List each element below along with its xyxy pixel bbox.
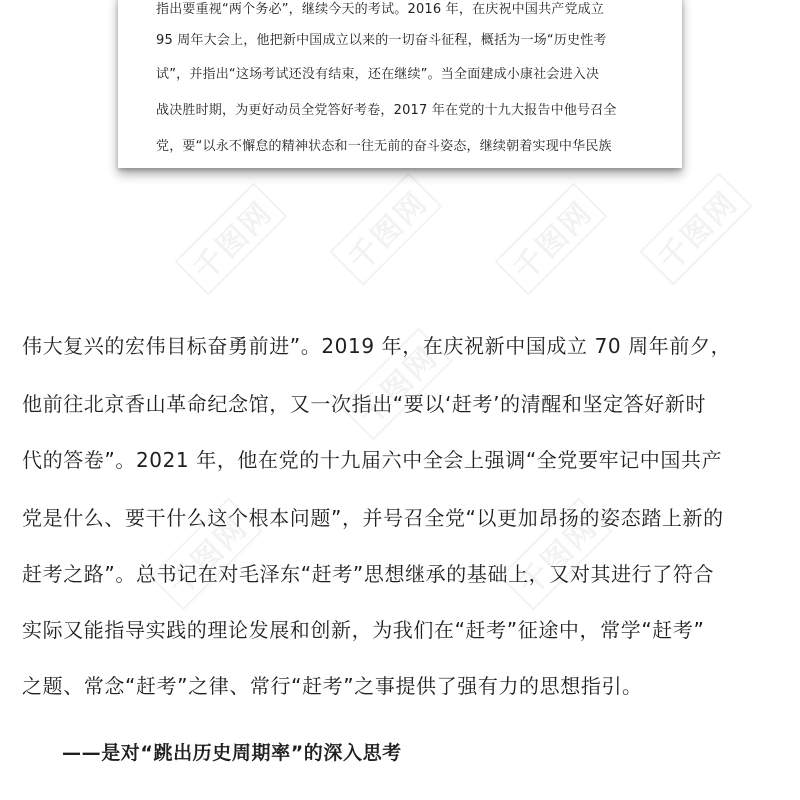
document-page-card	[118, 0, 682, 168]
section-heading: ——是对“跳出历史周期率”的深入思考	[62, 742, 402, 764]
watermark: 千图网	[494, 182, 607, 295]
watermark: 千图网	[149, 497, 262, 610]
card-text-line: 95 周年大会上，他把新中国成立以来的一切奋斗征程，概括为一场“历史性考	[156, 33, 607, 48]
card-text-line: 党，要“以永不懈怠的精神状态和一往无前的奋斗姿态，继续朝着实现中华民族	[156, 139, 612, 154]
body-text-line: 伟大复兴的宏伟目标奋勇前进”。2019 年，在庆祝新中国成立 70 周年前夕，	[22, 334, 732, 358]
watermark: 千图网	[174, 182, 287, 295]
body-text-line: 党是什么、要干什么这个根本问题”，并号召全党“以更加昂扬的姿态踏上新的	[22, 506, 724, 530]
watermark: 千图网	[639, 172, 752, 285]
body-text-line: 他前往北京香山革命纪念馆，又一次指出“要以‘赶考’的清醒和坚定答好新时	[22, 392, 707, 416]
card-text-line: 战决胜时期，为更好动员全党答好考卷，2017 年在党的十九大报告中他号召全	[156, 103, 617, 118]
watermark: 千图网	[339, 327, 452, 440]
body-text-line: 之题、常念“赶考”之律、常行“赶考”之事提供了强有力的思想指引。	[22, 674, 643, 698]
body-text-line: 实际又能指导实践的理论发展和创新，为我们在“赶考”征途中，常学“赶考”	[22, 618, 705, 642]
card-text-line: 试”，并指出“这场考试还没有结束，还在继续”。当全面建成小康社会进入决	[156, 67, 600, 82]
body-text-line: 赶考之路”。总书记在对毛泽东“赶考”思想继承的基础上，又对其进行了符合	[22, 562, 715, 586]
body-text-line: 代的答卷”。2021 年，他在党的十九届六中全会上强调“全党要牢记中国共产	[22, 448, 723, 472]
watermark: 千图网	[499, 497, 612, 610]
card-text-line: 指出要重视“两个务必”，继续今天的考试。2016 年，在庆祝中国共产党成立	[156, 2, 605, 17]
watermark: 千图网	[329, 172, 442, 285]
